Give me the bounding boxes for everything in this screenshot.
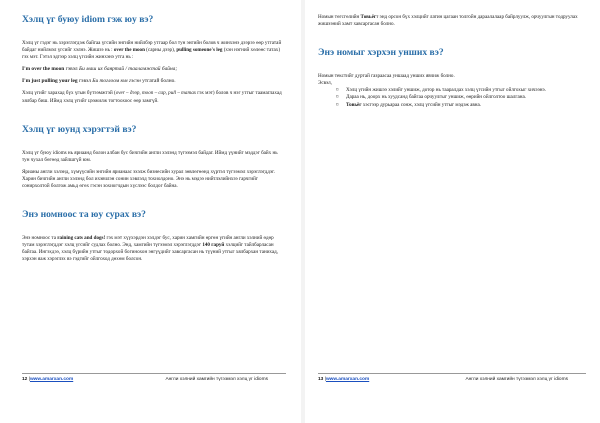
list-item [336,94,586,101]
section-heading-what-learn: Энэ номноос та юу сурах вэ? [22,209,146,221]
paragraph-index [318,14,586,28]
idiom-example: pulling someone's leg [176,47,223,54]
footer-row [318,376,586,383]
idiom-example: raining cats and dogs! [57,235,106,242]
text: утгатай болно. [140,78,176,85]
section-heading-what-is-idiom: Хэлц үг буюу idiom гэж юу вэ? [22,14,154,25]
text: гэвэл [77,78,93,85]
paragraph-importance: Хэлц үг буюу idioms нь яриаанд болон албан бус бичгийн англи хэлэнд түгээмэл байдаг. Иймд үүнийг мэддэг байх нь тун чухал бөгөөд зайлшгүй юм. [22,149,278,163]
page-footer [22,373,286,383]
paragraph-usage: Ярианы англи хэлэнд, хүмүүсийн энгийн ярианаас эхэлж бизнесийн хурал зөвлөгөөнд хүртэл түгээмэл хэрэглэгддэг. Харин бичгийн англи хэлэнд бол ихэвчлэн сонин хэвлэлд тохиолдоно. Энэ нь мэдээ нийтлэлийнхээ гарчгийг сонирхолтой болгож амьд өгөх гэсэн зохиогчдын хүслээс болдог байна. [22,168,275,190]
footer-row [22,376,286,383]
idiom-phrase: I'm just pulling your leg [22,78,78,85]
book-title: Англи хэлний хамгийн түгээмэл хэлц үг idioms [165,377,268,382]
page-footer [318,373,586,383]
idiom-meaning: Би маш их баяртай / тааламжтай байна; [78,66,178,73]
text: (сарны дээр), [144,47,177,54]
paragraph-or: Эсвэл, [318,80,332,87]
word-glosses: over – дээр, moon – сар, pull – татах [115,90,197,97]
idiom-count: 140 гаруй [202,242,225,249]
text: хэсгээр дурьараа сонж, хэлц үгсийн утгыг мэдэж авна. [361,101,482,108]
bullet-icon: ¤ [336,94,339,101]
text: гэх мэт хүүхэрдэн хэлдэг бус, харин хамгийн өргөн үгийн англи хэлний өдөр тутам хэрэглэгддэг хэлц үгсийг судлах болно. Энд, хамгийн түгээмэл хэрэглэгддэг [22,235,274,249]
website-link[interactable]: www.amarxan.com [29,377,74,382]
section-heading-why-needed: Хэлц үг юунд хэрэгтэй вэ? [22,123,137,135]
text: т энд орсон бүх хэлцийг латин цагаан толгойн дараалалаар байрлуулж, орчуулгын тодруулах жишээний хамт хавсаргасан болно. [318,14,578,28]
text: Хэлц үгийн жишээ хэлийг уншиж, дотор нь тааралдах хэлц үгсийн утгыг ойлгохыг хичээнэ. [346,87,546,94]
example-pulling-leg [22,78,286,85]
text: Энэ номноос та [22,235,58,242]
reading-steps-list [318,87,586,108]
footer-rule [318,373,586,374]
footer-rule [22,373,286,374]
idiom-example: over the moon [113,47,145,54]
website-link[interactable]: www.amarxan.com [325,377,370,382]
book-title: Англи хэлний хамгийн түгээмэл хэлц үг idioms [465,377,568,382]
spacer [318,33,586,47]
paragraph-what-learn [22,235,286,263]
paragraph-memorize [22,90,286,104]
text: (хэн нэгний хөлөөс татах) гэх мэт. Гэтэл эдгээр хэлц үгсийн жинхэнэ утга нь : [22,47,281,61]
page-gutter [301,0,305,423]
text: Хэлц үгийг харахад бүх үгын бүтээмжтэй ( [22,90,116,97]
text: гэвэл [64,66,79,73]
text: Дараа нь, доорх нь хуудсанд байгаа орчуулгыг уншиж, өөрийн ойлголтоо шалгана. [346,94,527,101]
paragraph-read-anywhere: Номын текстийг дуртай газраасаа уншаад унших явчиж болно. [318,73,455,80]
spacer [22,195,286,209]
text: хэлцийг тайлбарласан байгаа. Ингэхдээ, хэлц бүрийн утгыг тодорхой богинохон энгүүдийг хавсаргасан нь түүний утгыг хялбархан танихад, хэрхэн яаж хэрэглэх вэ гэдгийг ойлгоход дөхөм болсон. [22,242,279,263]
section-heading-how-to-read: Энэ номыг хэрхэн унших вэ? [318,47,444,59]
text: Хэлц үг гэдэг нь хэрэглэгдэж байгаа үгсийн энгийн нийлбэр утгаар бол тун энгийн болов ч жинхэнэ дээрээ өөр утгатай байдаг нийлмэл үгсийг хэлнэ. Жишээ нь : [22,40,282,54]
page-right [306,0,600,423]
bullet-icon: ¤ [336,101,339,108]
idiom-phrase: I'm over the moon [22,66,65,73]
idiom-meaning: Би тоглоом юм гэсэн [92,78,141,85]
bullet-icon: ¤ [336,87,339,94]
spacer [22,110,286,124]
page-number: 12 [22,377,28,382]
page-number: 13 [318,377,324,382]
paragraph-definition [22,40,286,61]
text: Номын төгсгөлийн [318,14,361,20]
list-item [336,102,586,109]
index-term: Товьёг [360,14,377,20]
index-term: Товьёг [346,101,362,108]
footer-separator: | [324,377,326,382]
footer-separator: | [28,377,30,382]
text: гэх мэт) болов ч нэг утгыг таамаглахад хялбар биш. Иймд хэлц үгийг цээжилж тогтоохоос өөр замгүй. [22,90,282,104]
example-over-the-moon [22,66,286,73]
